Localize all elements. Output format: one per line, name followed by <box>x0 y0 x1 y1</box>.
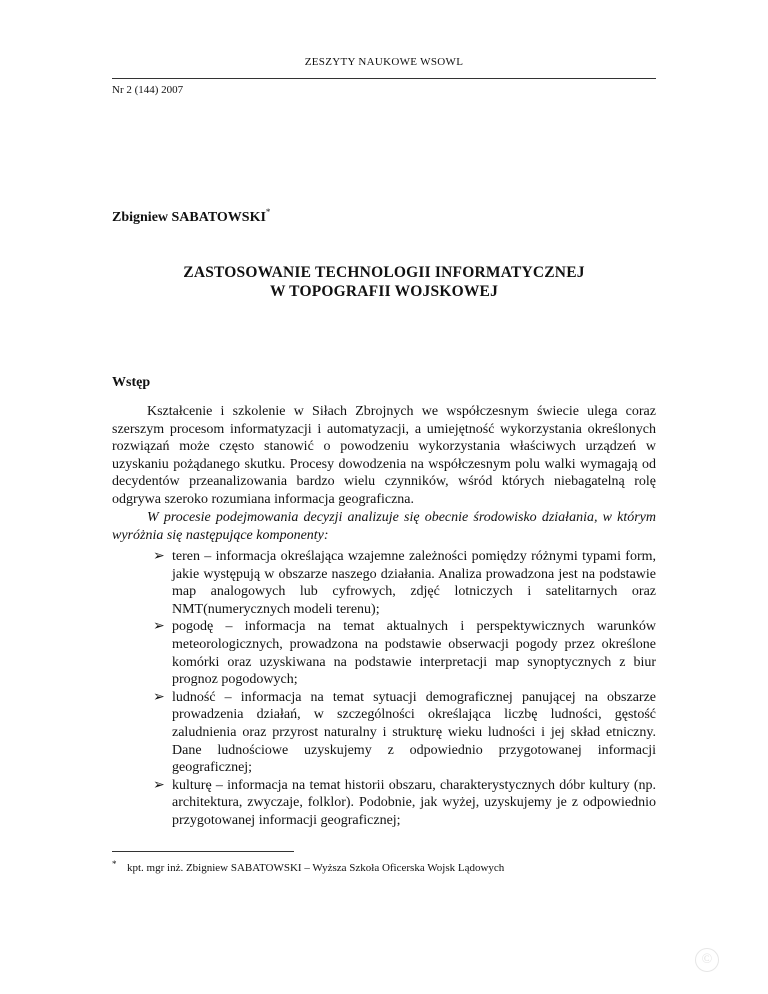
arrow-bullet-icon: ➢ <box>153 619 165 635</box>
header-rule <box>112 78 656 79</box>
title-line-1: ZASTOSOWANIE TECHNOLOGII INFORMATYCZNEJ <box>183 264 585 281</box>
author-name-text: Zbigniew SABATOWSKI <box>112 210 266 225</box>
author-name <box>112 207 270 226</box>
arrow-bullet-icon: ➢ <box>153 689 165 705</box>
list-item-text: ludność – informacja na temat sytuacji demograficznej panującej na obszarze prowadzenia działań, w szczególności określająca liczbę ludności, gęstość zaludnienia oraz przyrost naturalny i strukturę wieku ludności i jej skład etniczny. Dane ludnościowe uzyskujemy z odpowiednio przygotowanej informacji geograficznej; <box>172 689 656 776</box>
list-item-text: kulturę – informacja na temat historii obszaru, charakterystycznych dóbr kultury (np. architektura, zwyczaje, folklor). Podobnie, jak wyżej, uzyskujemy je z odpowiednio przygotowanej informacji geograficznej; <box>172 777 656 828</box>
list-item <box>153 689 656 777</box>
components-list <box>153 548 656 830</box>
footnote-text: kpt. mgr inż. Zbigniew SABATOWSKI – Wyższa Szkoła Oficerska Wojsk Lądowych <box>127 862 505 874</box>
watermark-icon: © <box>695 948 719 972</box>
arrow-bullet-icon: ➢ <box>153 549 165 564</box>
footnote-mark: * <box>112 859 117 869</box>
intro-paragraph: Kształcenie i szkolenie w Siłach Zbrojnych we współczesnym świecie ulega coraz szerszym procesom informatyzacji i automatyzacji, a umiejętność wykorzystania określonych rozwiązań może często stanowić o powodzeniu wykorzystania właściwych urządzeń w uzyskaniu pożądanego skutku. Procesy dowodzenia na współczesnym polu walki wymagają od decydentów przeanalizowania bardzo wielu czynników, wśród których niebagatelną rolę odgrywa szeroko rozumiana informacja geograficzna. <box>112 404 656 507</box>
section-heading: Wstęp <box>112 375 151 390</box>
footnote-rule <box>112 851 294 852</box>
paper-title <box>112 263 656 301</box>
list-item <box>153 618 656 688</box>
list-item-text: teren – informacja określająca wzajemne zależności pomiędzy różnymi typami form, jakie występują w obszarze naszego działania. Analiza prowadzona jest na podstawie map analogowych lub cyfrowych, zdjęć lotniczych i satelitarnych oraz NMT(numerycznych modeli terenu); <box>172 549 656 617</box>
author-footnote-mark: * <box>265 207 271 217</box>
journal-title: ZESZYTY NAUKOWE WSOWL <box>304 56 464 68</box>
list-item <box>153 777 656 830</box>
lead-paragraph: W procesie podejmowania decyzji analizuje się obecnie środowisko działania, w którym wyróżnia się następujące komponenty: <box>112 510 656 543</box>
list-item <box>153 548 656 618</box>
arrow-bullet-icon: ➢ <box>153 777 165 793</box>
list-item-text: pogodę – informacja na temat aktualnych i perspektywicznych warunków meteorologicznych, prowadzona na podstawie obserwacji pogody przez określone komórki oraz uzyskiwana na podstawie interpretacji map synoptycznych z biur prognoz pogodowych; <box>172 619 656 688</box>
title-line-2: W TOPOGRAFII WOJSKOWEJ <box>269 283 499 300</box>
issue-number: Nr 2 (144) 2007 <box>112 84 184 96</box>
